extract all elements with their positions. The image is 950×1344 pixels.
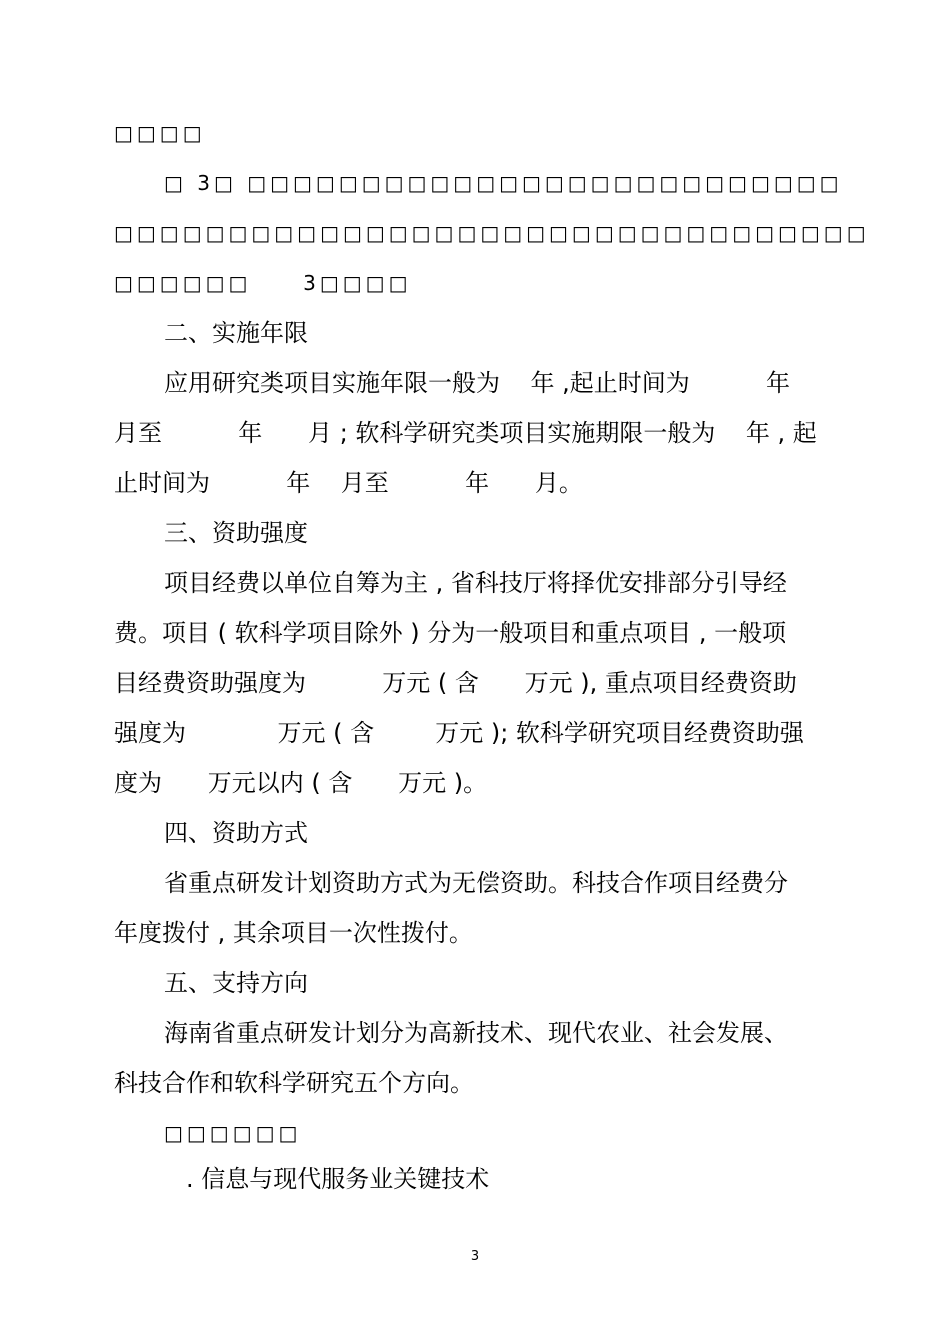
section-5-line-2: 科技合作和软科学研究五个方向。 — [114, 1069, 474, 1097]
section-2-line-3: 止时间为 年 月至 年 月。 — [114, 469, 583, 497]
garbled-line-3: □□□□□□□□□□□□□□□□□□□□□□□□□□□□□□□□□ — [114, 221, 870, 245]
section-3-line-2: 费。项目 ( 软科学项目除外 ) 分为一般项目和重点项目 , 一般项 — [114, 619, 787, 647]
section-3-line-3: 目经费资助强度为 万元 ( 含 万元 ), 重点项目经费资助 — [114, 669, 797, 697]
section-3-line-4: 强度为 万元 ( 含 万元 ); 软科学研究项目经费资助强 — [114, 719, 804, 747]
section-5-heading: 五、支持方向 — [164, 969, 308, 997]
page-number: 3 — [470, 1249, 480, 1264]
section-2-line-2: 月至 年 月 ; 软科学研究类项目实施期限一般为 年 , 起 — [114, 419, 817, 447]
section-3-line-5: 度为 万元以内 ( 含 万元 )。 — [114, 769, 488, 797]
section-4-line-2: 年度拨付 , 其余项目一次性拨付。 — [114, 919, 473, 947]
section-2-heading: 二、实施年限 — [164, 319, 308, 347]
section-4-heading: 四、资助方式 — [164, 819, 308, 847]
section-3-line-1: 项目经费以单位自筹为主 , 省科技厅将择优安排部分引导经 — [164, 569, 787, 597]
section-5-line-1: 海南省重点研发计划分为高新技术、现代农业、社会发展、 — [164, 1019, 788, 1047]
subsection-heading-1: . 信息与现代服务业关键技术 — [186, 1165, 490, 1193]
section-3-heading: 三、资助强度 — [164, 519, 308, 547]
garbled-line-2: □ 3□ □□□□□□□□□□□□□□□□□□□□□□□□□□ — [164, 171, 843, 195]
garbled-subheading: □□□□□□ — [164, 1121, 302, 1145]
section-2-line-1: 应用研究类项目实施年限一般为 年 ,起止时间为 年 — [164, 369, 791, 397]
section-4-line-1: 省重点研发计划资助方式为无偿资助。科技合作项目经费分 — [164, 869, 788, 897]
garbled-line-4: □□□□□□ 3□□□□ — [114, 271, 412, 295]
garbled-line-1: □□□□ — [114, 121, 206, 145]
